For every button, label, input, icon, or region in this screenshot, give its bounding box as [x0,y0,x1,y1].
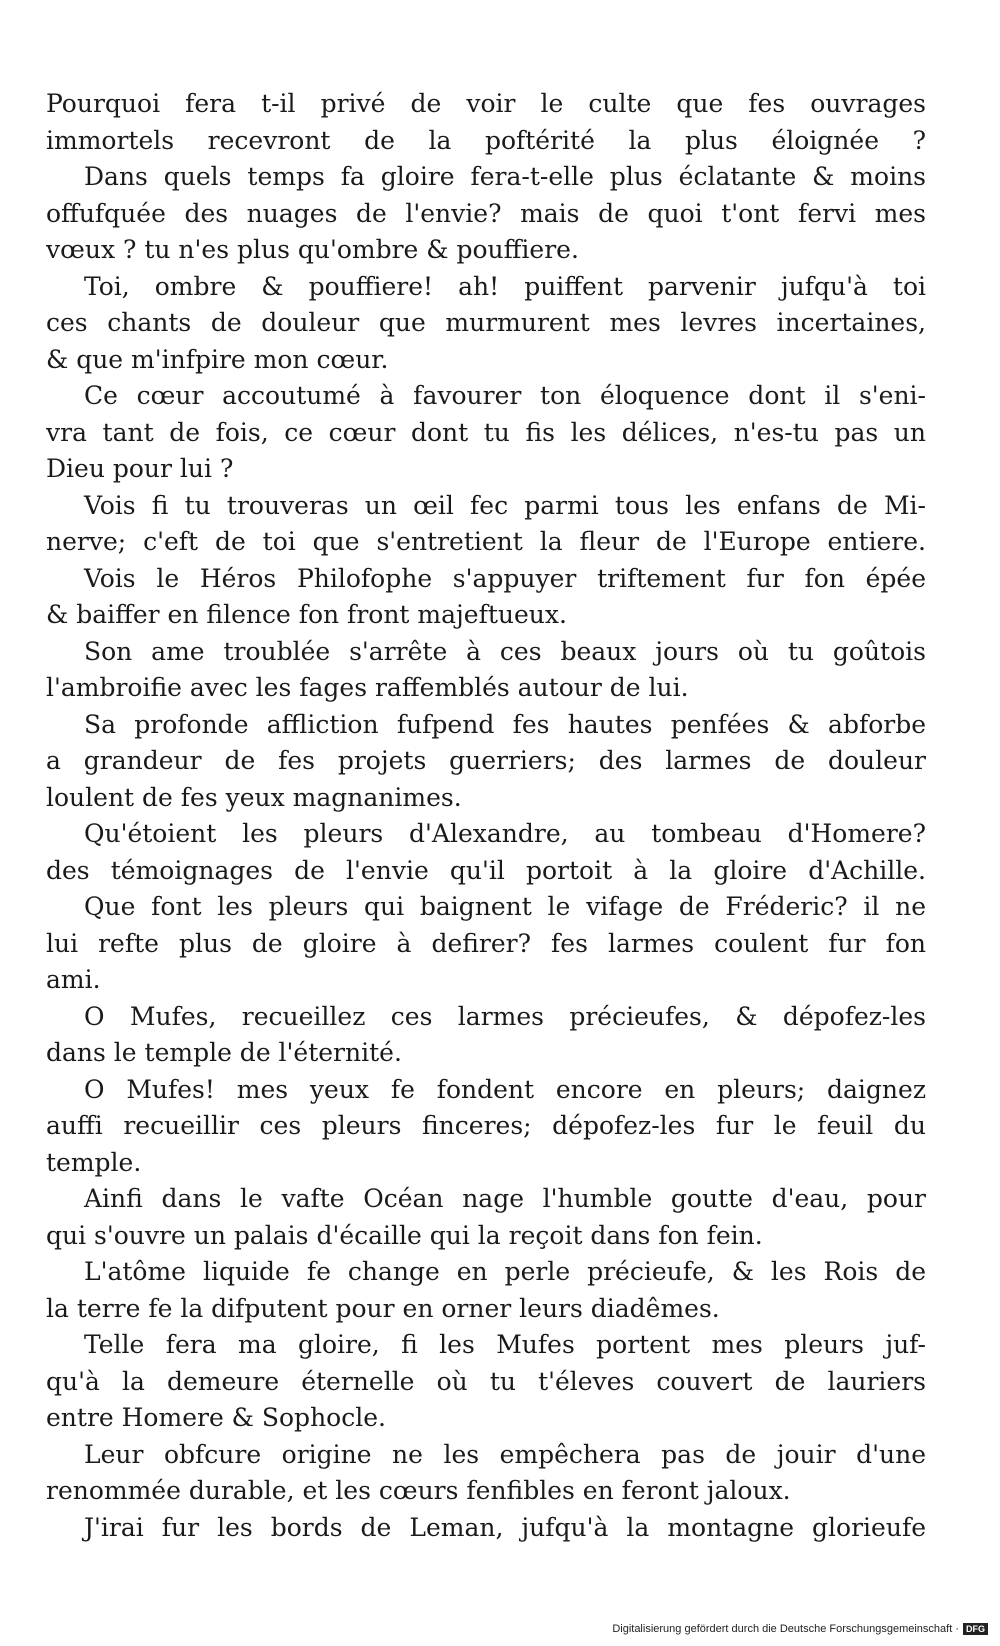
text-line: Vois le Héros Philofophe s'appuyer triftement fur fon épée [84,563,926,593]
credit-text: Digitalisierung gefördert durch die Deutsche Forschungsgemeinschaft · [612,1623,959,1635]
text-line: Que font les pleurs qui baignent le vifage de Fréderic? il ne [84,892,926,921]
text-line: des témoignages de l'envie qu'il portoit à la gloire d'Achille. [46,855,926,885]
text-line: Dieu pour lui ? [46,454,234,483]
text-line: entre Homere & Sophocle. [46,1403,386,1432]
text-line: temple. [46,1147,142,1177]
text-line: O Mufes! mes yeux fe fondent encore en pleurs; daignez [84,1074,926,1104]
text-line: immortels recevront de la poftérité la plus éloignée ? [46,125,926,155]
text-line: nerve; c'eft de toi que s'entretient la fleur de l'Europe entiere. [46,527,926,556]
text-line: a grandeur de fes projets guerriers; des larmes de douleur [46,746,926,775]
text-line: auffi recueillir ces pleurs finceres; dépofez-les fur le feuil du [46,1111,926,1140]
text-line: Dans quels temps fa gloire fera-t-elle plus éclatante & moins [84,162,926,191]
text-line: l'ambroifie avec les fages raffemblés autour de lui. [46,673,689,702]
text-line: qu'à la demeure éternelle où tu t'éleves couvert de lauriers [46,1366,926,1396]
text-line: lui refte plus de gloire à defirer? fes larmes coulent fur fon [46,928,926,958]
text-line: Qu'étoient les pleurs d'Alexandre, au tombeau d'Homere? [84,819,926,848]
text-line: Pourquoi fera t-il privé de voir le culte que fes ouvrages [46,89,926,118]
text-line: dans le temple de l'éternité. [46,1038,402,1067]
text-line: Son ame troublée s'arrête à ces beaux jours où tu goûtois [84,636,926,666]
text-line: qui s'ouvre un palais d'écaille qui la reçoit dans fon fein. [46,1220,763,1250]
page-text [46,86,926,1546]
text-line: Toi, ombre & pouffiere! ah! puiffent parvenir jufqu'à toi [84,271,926,301]
text-line: ces chants de douleur que murmurent mes levres incertaines, [46,308,926,337]
text-line: offufquée des nuages de l'envie? mais de quoi t'ont fervi mes [46,198,926,228]
digitization-credit [612,1620,988,1638]
text-line: loulent de fes yeux magnanimes. [46,782,462,812]
text-line: J'irai fur les bords de Leman, jufqu'à la montagne glorieufe [84,1512,926,1542]
dfg-logo: DFG [963,1623,988,1635]
text-line: ami. [46,965,101,994]
text-line: vœux ? tu n'es plus qu'ombre & pouffiere. [46,235,579,264]
text-line: Ainfi dans le vafte Océan nage l'humble goutte d'eau, pour [84,1184,926,1213]
text-line: Ce cœur accoutumé à favourer ton éloquence dont il s'eni- [84,381,926,410]
text-line: & baiffer en filence fon front majeftueux. [46,600,567,629]
text-line: Telle fera ma gloire, fi les Mufes portent mes pleurs juf- [84,1330,926,1359]
text-line: Sa profonde affliction fufpend fes hautes penfées & abforbe [84,709,926,739]
text-line: L'atôme liquide fe change en perle précieufe, & les Rois de [84,1257,926,1286]
text-line: la terre fe la difputent pour en orner leurs diadêmes. [46,1293,720,1323]
text-line: Leur obfcure origine ne les empêchera pas de jouir d'une [84,1439,926,1469]
text-line: O Mufes, recueillez ces larmes précieufes, & dépofez-les [84,1001,926,1031]
text-line: renommée durable, et les cœurs fenfibles en feront jaloux. [46,1476,791,1505]
text-line: & que m'infpire mon cœur. [46,344,389,374]
text-line: vra tant de fois, ce cœur dont tu fis les délices, n'es-tu pas un [46,417,926,447]
text-line: Vois fi tu trouveras un œil fec parmi tous les enfans de Mi- [84,490,926,520]
